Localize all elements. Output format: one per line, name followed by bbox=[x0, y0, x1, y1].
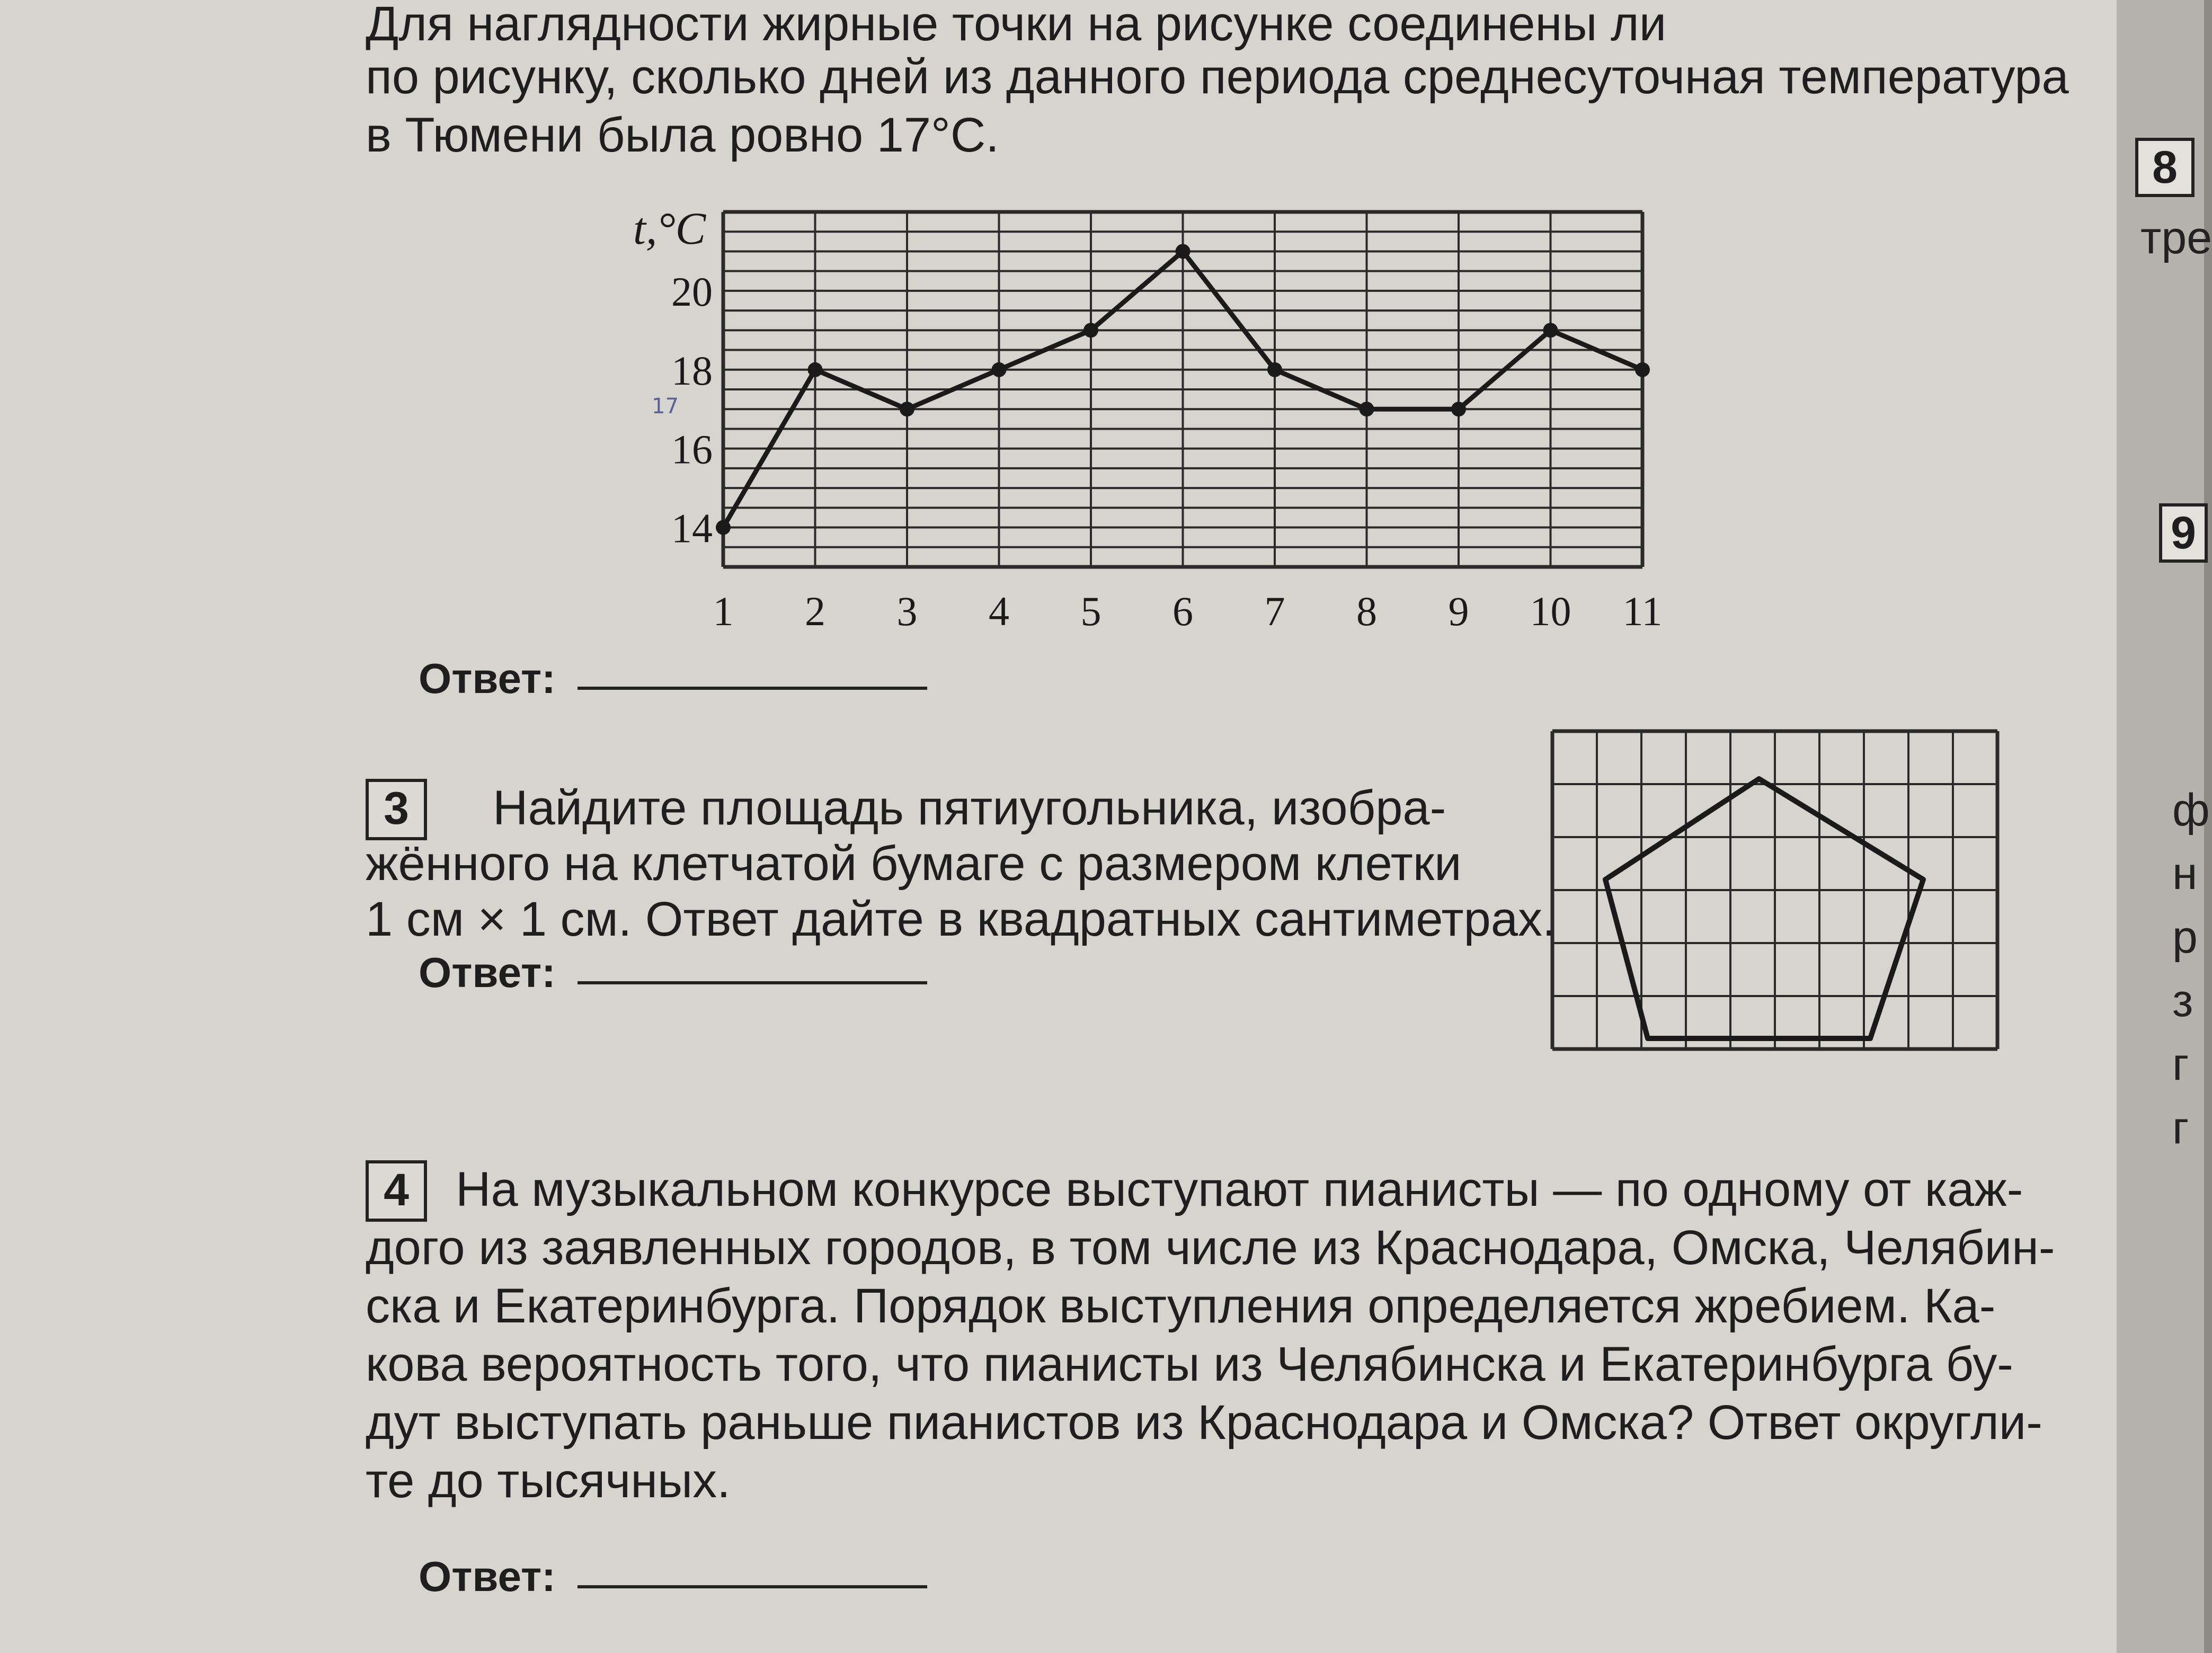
x-tick-label: 10 bbox=[1530, 588, 1571, 634]
answer-label-task4: Ответ: bbox=[419, 1553, 556, 1600]
y-tick-label: 14 bbox=[671, 505, 713, 552]
side-letter-5: г bbox=[2172, 1039, 2189, 1090]
data-point bbox=[1083, 323, 1098, 337]
data-point bbox=[808, 362, 823, 377]
side-letter-2: н bbox=[2172, 848, 2198, 899]
answer-line-task3[interactable] bbox=[578, 981, 927, 984]
grid-paper bbox=[1552, 731, 1997, 1049]
task4-number-box: 4 bbox=[366, 1160, 427, 1222]
data-point bbox=[1543, 323, 1558, 337]
pentagon-grid-figure bbox=[1542, 721, 2019, 1081]
task2-text-line3: в Тюмени была ровно 17°C. bbox=[366, 108, 999, 162]
side-letter-4: з bbox=[2172, 975, 2193, 1026]
x-tick-label: 7 bbox=[1264, 588, 1285, 634]
answer-label-task3: Ответ: bbox=[419, 949, 556, 996]
side-letter-1: ф bbox=[2172, 785, 2210, 836]
side-box-8: 8 bbox=[2135, 138, 2195, 197]
task2-text-line2: по рисунку, сколько дней из данного периода среднесуточная температура bbox=[366, 50, 2069, 104]
side-letter-6: г bbox=[2172, 1103, 2189, 1153]
answer-label-task2: Ответ: bbox=[419, 655, 556, 702]
data-point bbox=[1635, 362, 1650, 377]
x-tick-label: 6 bbox=[1172, 588, 1193, 634]
temperature-chart bbox=[609, 175, 1669, 652]
task3-number-box: 3 bbox=[366, 779, 427, 840]
task4-text-line3: ска и Екатеринбурга. Порядок выступления определяется жребием. Ка- bbox=[366, 1279, 1996, 1333]
data-point bbox=[1267, 362, 1282, 377]
y-tick-label: 16 bbox=[671, 426, 713, 473]
task4-text-line1: На музыкальном конкурсе выступают пианисты — по одному от каж- bbox=[456, 1162, 2023, 1216]
x-tick-label: 5 bbox=[1080, 588, 1101, 634]
task3-text-line3: 1 см × 1 см. Ответ дайте в квадратных сантиметрах. bbox=[366, 892, 1556, 946]
x-tick-label: 1 bbox=[713, 588, 734, 634]
answer-line-task2[interactable] bbox=[578, 687, 927, 690]
pentagon-shape bbox=[1605, 779, 1923, 1038]
handwritten-note: 17 bbox=[652, 394, 679, 419]
task4-text-line6: те до тысячных. bbox=[366, 1454, 731, 1508]
task4-text-line5: дут выступать раньше пианистов из Краснодара и Омска? Ответ округли- bbox=[366, 1396, 2042, 1450]
data-point bbox=[716, 520, 731, 535]
x-tick-label: 2 bbox=[805, 588, 825, 634]
data-point bbox=[1451, 402, 1466, 416]
data-point bbox=[992, 362, 1007, 377]
y-tick-label: 20 bbox=[671, 268, 713, 315]
x-tick-label: 11 bbox=[1622, 588, 1663, 634]
side-box-9: 9 bbox=[2159, 503, 2208, 563]
answer-line-task4[interactable] bbox=[578, 1585, 927, 1588]
x-tick-label: 4 bbox=[989, 588, 1009, 634]
task2-text-line1: Для наглядности жирные точки на рисунке соединены ли bbox=[366, 0, 1667, 51]
side-text-tre: тре bbox=[2140, 212, 2212, 263]
y-axis-label: t,°C bbox=[633, 203, 706, 254]
x-tick-label: 9 bbox=[1448, 588, 1469, 634]
x-tick-label: 3 bbox=[896, 588, 918, 634]
data-point bbox=[1360, 402, 1374, 416]
data-point bbox=[1176, 244, 1191, 259]
task3-text-line1: Найдите площадь пятиугольника, изобра- bbox=[493, 781, 1446, 835]
side-letter-3: р bbox=[2172, 912, 2198, 963]
task4-text-line4: кова вероятность того, что пианисты из Челябинска и Екатеринбурга бу- bbox=[366, 1337, 2013, 1391]
y-tick-label: 18 bbox=[671, 347, 713, 394]
task3-text-line2: жённого на клетчатой бумаге с размером клетки bbox=[366, 837, 1462, 891]
data-point bbox=[900, 402, 914, 416]
task4-text-line2: дого из заявленных городов, в том числе из Краснодара, Омска, Челябин- bbox=[366, 1221, 2055, 1275]
x-tick-labels bbox=[713, 588, 1663, 634]
x-tick-label: 8 bbox=[1356, 588, 1377, 634]
